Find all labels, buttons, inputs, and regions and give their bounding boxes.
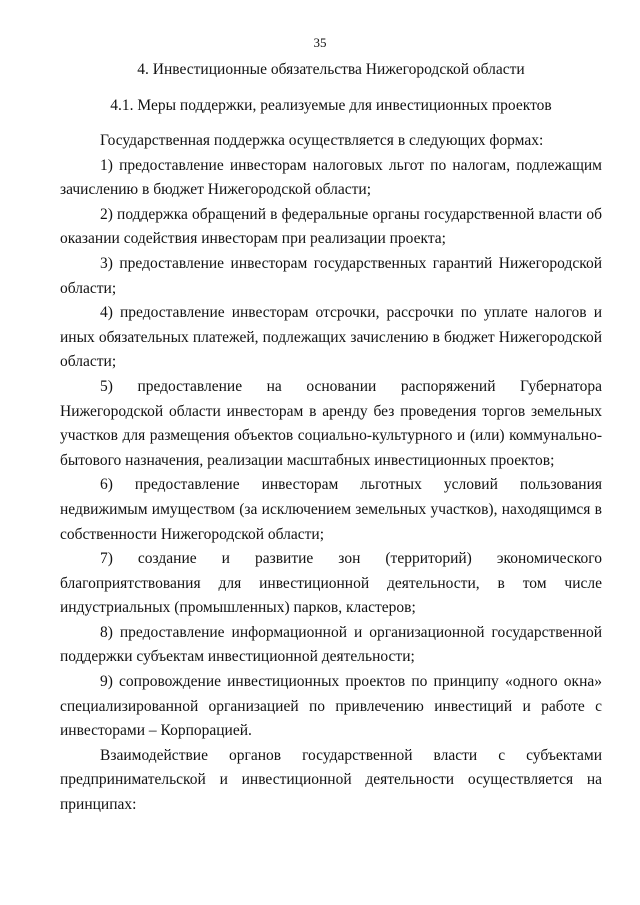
list-item-2: 2) поддержка обращений в федеральные органы государственной власти об оказании содействия инвесторам при реализации проекта; bbox=[60, 205, 602, 248]
list-item-7: 7) создание и развитие зон (территорий) экономического благоприятствования для инвестиционной деятельности, в том числе индустриальных (промышленных) парков, кластеров; bbox=[60, 550, 602, 617]
list-item-5: 5) предоставление на основании распоряжений Губернатора Нижегородской области инвесторам в аренду без проведения торгов земельных участков для размещения объектов социально-культурного и (или) коммунально-бытового назначения, реализации масштабных инвестиционных проектов; bbox=[60, 377, 602, 469]
list-item-3: 3) предоставление инвесторам государственных гарантий Нижегородской области; bbox=[60, 254, 602, 297]
subsection-heading: 4.1. Меры поддержки, реализуемые для инвестиционных проектов bbox=[110, 97, 552, 114]
page-number: 35 bbox=[313, 35, 327, 50]
list-item-4: 4) предоставление инвесторам отсрочки, рассрочки по уплате налогов и иных обязательных платежей, подлежащих зачислению в бюджет Нижегородской области; bbox=[60, 304, 602, 371]
list-item-1: 1) предоставление инвесторам налоговых льгот по налогам, подлежащим зачислению в бюджет Нижегородской области; bbox=[60, 156, 602, 199]
list-item-9: 9) сопровождение инвестиционных проектов по принципу «одного окна» специализированной организацией по привлечению инвестиций и работе с инвесторами – Корпорацией. bbox=[60, 673, 602, 740]
body-text bbox=[60, 129, 602, 818]
list-item-8: 8) предоставление информационной и организационной государственной поддержки субъектам инвестиционной деятельности; bbox=[60, 623, 602, 666]
intro-paragraph: Государственная поддержка осуществляется в следующих формах: bbox=[100, 132, 544, 149]
closing-paragraph: Взаимодействие органов государственной власти с субъектами предпринимательской и инвестиционной деятельности осуществляется на принципах: bbox=[60, 746, 602, 814]
section-heading: 4. Инвестиционные обязательства Нижегородской области bbox=[137, 61, 525, 78]
list-item-6: 6) предоставление инвесторам льготных условий пользования недвижимым имуществом (за исключением земельных участков), находящимся в собственности Нижегородской области; bbox=[60, 476, 602, 543]
